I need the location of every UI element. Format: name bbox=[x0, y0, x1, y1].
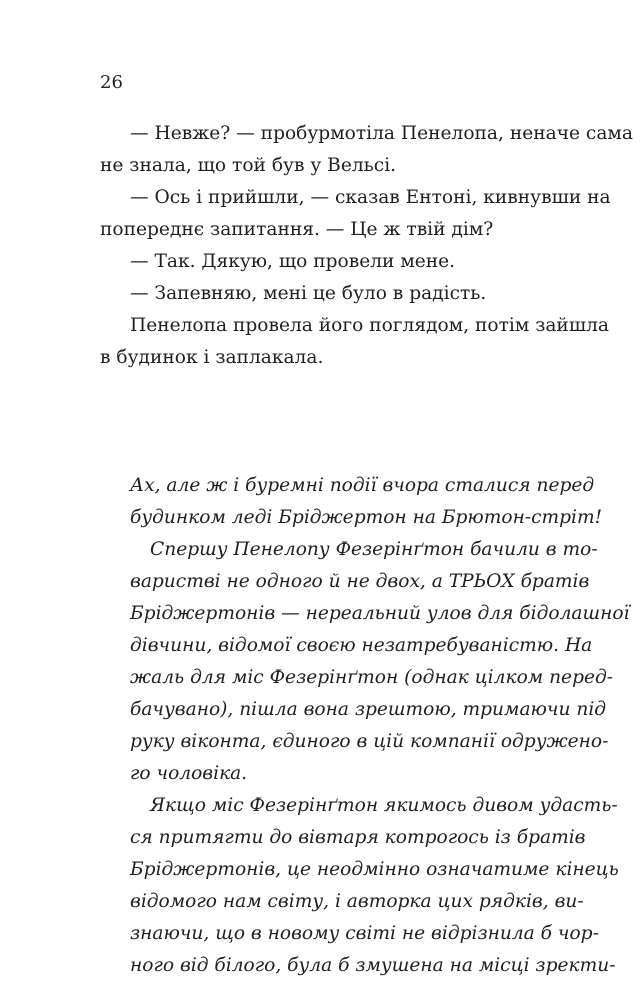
quote-line: Спершу Пенелопу Фезерінґтон бачили в то- bbox=[150, 539, 598, 560]
text-line: — Так. Дякую, що провели мене. bbox=[130, 251, 456, 272]
text-line: — Невже? — пробурмотіла Пенелопа, неначе сама bbox=[130, 123, 633, 144]
text-line: в будинок і заплакала. bbox=[100, 347, 324, 368]
quote-line: жаль для міс Фезерінґтон (однак цілком перед- bbox=[130, 667, 614, 688]
text-line: попереднє запитання. — Це ж твій дім? bbox=[100, 219, 494, 240]
quote-line: Якщо міс Фезерінґтон якимось дивом удасть- bbox=[150, 795, 618, 816]
quote-line: Бріджертонів — нереальний улов для бідолашної bbox=[130, 603, 630, 624]
page-number: 26 bbox=[100, 72, 123, 93]
quote-line: Бріджертонів, це неодмінно означатиме кінець bbox=[130, 859, 619, 880]
quote-line: знаючи, що в новому світі не відрізнила б чор- bbox=[130, 923, 599, 944]
text-line bbox=[100, 406, 572, 438]
quote-line: дівчини, відомої своєю незатребуваністю. На bbox=[130, 635, 593, 656]
quote-line: ся притягти до вівтаря котрогось із братів bbox=[130, 827, 586, 848]
quote-line: бачувано), пішла вона зрештою, тримаючи під bbox=[130, 699, 607, 720]
quote-line: будинком леді Бріджертон на Брютон-стріт! bbox=[130, 507, 603, 528]
quote-line: го чоловіка. bbox=[130, 763, 248, 784]
text-line: Пенелопа провела його поглядом, потім зайшла bbox=[130, 315, 610, 336]
text-line: не знала, що той був у Вельсі. bbox=[100, 155, 397, 176]
quote-line: варистві не одного й не двох, а ТРЬОХ братів bbox=[130, 571, 590, 592]
text-line bbox=[130, 374, 572, 406]
text-line: — Ось і прийшли, — сказав Ентоні, кивнувши на bbox=[130, 187, 611, 208]
text-line: — Запевняю, мені це було в радість. bbox=[130, 283, 487, 304]
quote-line: відомого нам світу, і авторка цих рядків, ви- bbox=[130, 891, 584, 912]
quote-line: Ах, але ж і буремні події вчора сталися перед bbox=[130, 475, 595, 496]
quote-line: руку віконта, єдиного в цій компанії одружено- bbox=[130, 731, 609, 752]
quote-line: ного від білого, була б змушена на місці зректи- bbox=[130, 955, 616, 976]
